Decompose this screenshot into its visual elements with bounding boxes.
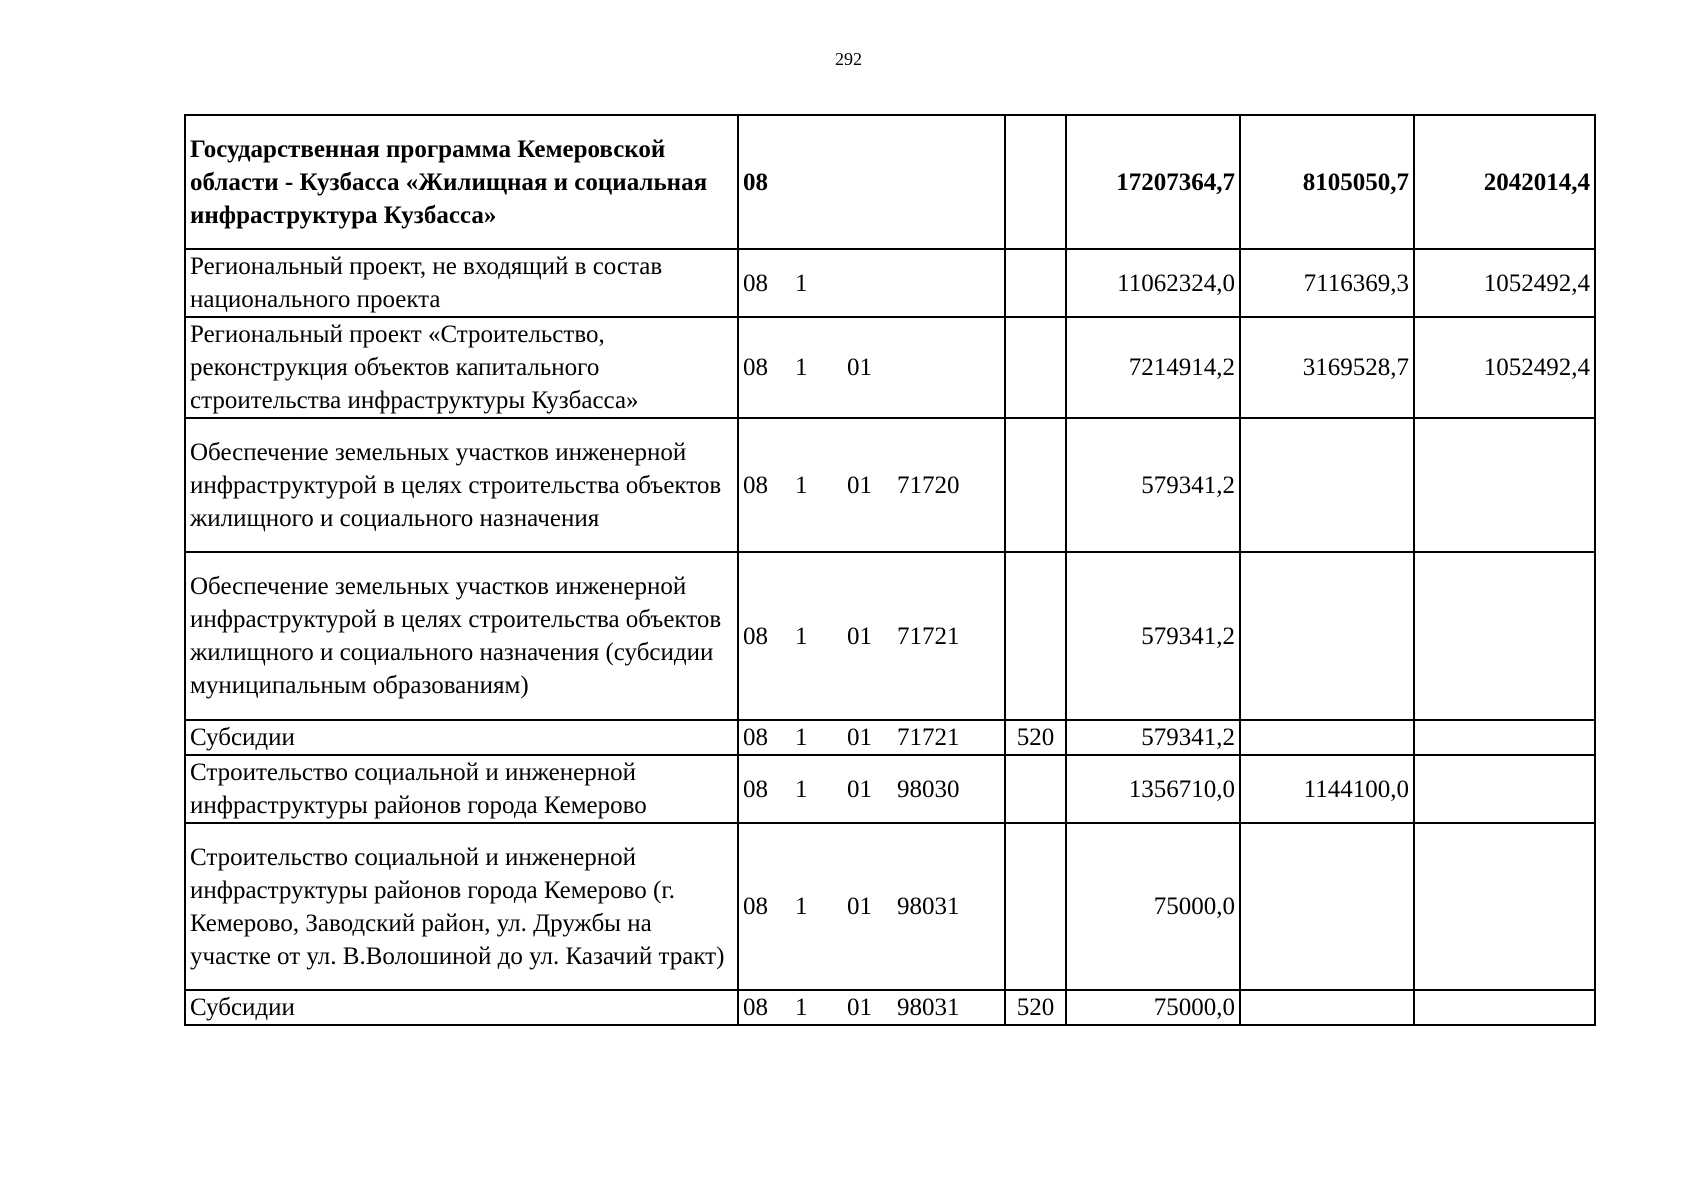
- row-name: Региональный проект «Строительство, реконструкция объектов капитального строительства инфраструктуры Кузбасса»: [185, 317, 738, 418]
- sum-year-2: [1240, 418, 1414, 552]
- sum-year-1: 579341,2: [1066, 552, 1240, 720]
- sum-year-1: 7214914,2: [1066, 317, 1240, 418]
- table-row: [185, 115, 1595, 249]
- expense-type-code: [1005, 755, 1066, 823]
- sum-year-1: 75000,0: [1066, 823, 1240, 990]
- program-code: 08: [743, 893, 768, 920]
- table-row: [185, 823, 1595, 990]
- direction-code: 71720: [897, 471, 960, 499]
- sum-year-1: 1356710,0: [1066, 755, 1240, 823]
- sum-year-2: [1240, 720, 1414, 755]
- direction-code: 98030: [897, 775, 960, 803]
- program-code: 08: [743, 168, 768, 196]
- sum-year-1: 579341,2: [1066, 418, 1240, 552]
- row-name: Строительство социальной и инженерной инфраструктуры районов города Кемерово: [185, 755, 738, 823]
- direction-code: 98031: [897, 893, 960, 920]
- subprogram-code: 1: [795, 893, 808, 920]
- row-codes: [738, 823, 1005, 990]
- sum-year-1: 75000,0: [1066, 990, 1240, 1025]
- table-row: [185, 552, 1595, 720]
- row-codes: [738, 317, 1005, 418]
- expense-type-code: [1005, 418, 1066, 552]
- direction-code: 98031: [897, 994, 960, 1021]
- table-row: [185, 317, 1595, 418]
- row-name: Государственная программа Кемеровской области - Кузбасса «Жилищная и социальная инфраструктура Кузбасса»: [185, 115, 738, 249]
- row-name: Региональный проект, не входящий в состав национального проекта: [185, 249, 738, 317]
- page-number: 292: [835, 49, 862, 69]
- sum-year-1: 17207364,7: [1066, 115, 1240, 249]
- expense-type-code: [1005, 317, 1066, 418]
- sum-year-3: [1414, 552, 1595, 720]
- row-codes: [738, 552, 1005, 720]
- sum-year-2: 1144100,0: [1240, 755, 1414, 823]
- row-name: Обеспечение земельных участков инженерной инфраструктурой в целях строительства объектов жилищного и социального назначения: [185, 418, 738, 552]
- row-codes: [738, 990, 1005, 1025]
- sum-year-3: [1414, 990, 1595, 1025]
- sum-year-3: [1414, 755, 1595, 823]
- program-code: 08: [743, 994, 768, 1021]
- subprogram-code: 1: [795, 724, 808, 751]
- subprogram-code: 1: [795, 471, 808, 499]
- sum-year-3: 1052492,4: [1414, 317, 1595, 418]
- row-name: Субсидии: [185, 990, 738, 1025]
- sum-year-3: 1052492,4: [1414, 249, 1595, 317]
- direction-code: 71721: [897, 622, 960, 650]
- sum-year-2: 7116369,3: [1240, 249, 1414, 317]
- subprogram-code: 1: [795, 775, 808, 803]
- row-name: Строительство социальной и инженерной инфраструктуры районов города Кемерово (г. Кемерово, Заводский район, ул. Дружбы на участке от ул. В.Волошиной до ул. Казачий тракт): [185, 823, 738, 990]
- direction-code: 71721: [897, 724, 960, 751]
- expense-type-code: 520: [1005, 720, 1066, 755]
- activity-code: 01: [847, 893, 872, 920]
- row-name: Обеспечение земельных участков инженерной инфраструктурой в целях строительства объектов жилищного и социального назначения (субсидии муниципальным образованиям): [185, 552, 738, 720]
- row-name: Субсидии: [185, 720, 738, 755]
- expense-type-code: [1005, 115, 1066, 249]
- table-row: [185, 990, 1595, 1025]
- program-code: 08: [743, 354, 768, 381]
- activity-code: 01: [847, 775, 872, 803]
- sum-year-2: [1240, 990, 1414, 1025]
- expense-type-code: [1005, 823, 1066, 990]
- sum-year-3: [1414, 418, 1595, 552]
- program-code: 08: [743, 775, 768, 803]
- subprogram-code: 1: [795, 269, 808, 297]
- table-row: [185, 720, 1595, 755]
- row-codes: [738, 720, 1005, 755]
- sum-year-1: 11062324,0: [1066, 249, 1240, 317]
- table-row: [185, 755, 1595, 823]
- sum-year-1: 579341,2: [1066, 720, 1240, 755]
- expense-type-code: 520: [1005, 990, 1066, 1025]
- activity-code: 01: [847, 724, 872, 751]
- row-codes: [738, 418, 1005, 552]
- subprogram-code: 1: [795, 354, 808, 381]
- row-codes: [738, 115, 1005, 249]
- sum-year-2: [1240, 552, 1414, 720]
- expense-type-code: [1005, 552, 1066, 720]
- program-code: 08: [743, 622, 768, 650]
- program-code: 08: [743, 724, 768, 751]
- sum-year-2: [1240, 823, 1414, 990]
- program-code: 08: [743, 471, 768, 499]
- sum-year-3: 2042014,4: [1414, 115, 1595, 249]
- activity-code: 01: [847, 354, 872, 381]
- budget-table: [184, 114, 1596, 1026]
- subprogram-code: 1: [795, 994, 808, 1021]
- table-row: [185, 249, 1595, 317]
- sum-year-2: 3169528,7: [1240, 317, 1414, 418]
- sum-year-2: 8105050,7: [1240, 115, 1414, 249]
- row-codes: [738, 249, 1005, 317]
- activity-code: 01: [847, 994, 872, 1021]
- sum-year-3: [1414, 823, 1595, 990]
- expense-type-code: [1005, 249, 1066, 317]
- sum-year-3: [1414, 720, 1595, 755]
- program-code: 08: [743, 269, 768, 297]
- table-row: [185, 418, 1595, 552]
- row-codes: [738, 755, 1005, 823]
- activity-code: 01: [847, 471, 872, 499]
- activity-code: 01: [847, 622, 872, 650]
- subprogram-code: 1: [795, 622, 808, 650]
